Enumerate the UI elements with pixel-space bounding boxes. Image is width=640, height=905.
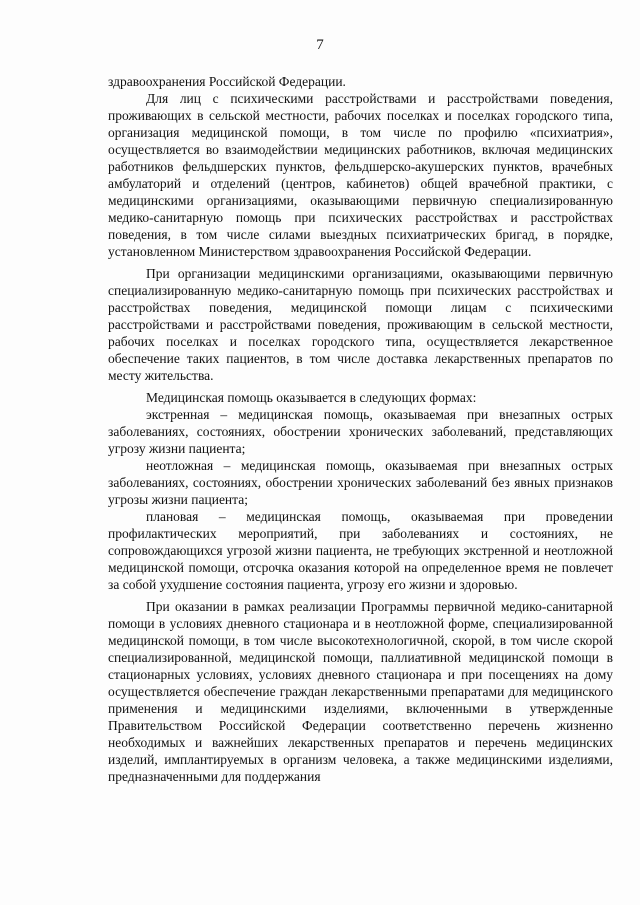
paragraph-8: При оказании в рамках реализации Программы первичной медико-санитарной помощи в условиях дневного стационара и в неотложной форме, специализированной медицинской помощи, в том числе высокотехнологичной, скорой, в том числе скорой специализированной, медицинской помощи, паллиативной медицинской помощи в стационарных условиях, условиях дневного стационара и при посещениях на дому осуществляется обеспечение граждан лекарственными препаратами для медицинского применения и медицинскими изделиями, включенными в утвержденные Правительством Российской Федерации соответственно перечень жизненно необходимых и важнейших лекарственных препаратов и перечень медицинских изделий, имплантируемых в организм человека, а также медицинскими изделиями, предназначенными для поддержания: [108, 599, 613, 784]
paragraph-5: экстренная – медицинская помощь, оказываемая при внезапных острых заболеваниях, состояниях, обострении хронических заболеваний, представляющих угрозу жизни пациента;: [108, 407, 613, 456]
paragraph-3: При организации медицинскими организациями, оказывающими первичную специализированную медико-санитарную помощь при психических расстройствах и расстройствах поведения, медицинской помощи лицам с психическими расстройствами и расстройствами поведения, проживающим в сельской местности, рабочих поселках и поселках городского типа, осуществляется лекарственное обеспечение таких пациентов, в том числе доставка лекарственных препаратов по месту жительства.: [108, 266, 613, 383]
paragraph-6: неотложная – медицинская помощь, оказываемая при внезапных острых заболеваниях, состояниях, обострении хронических заболеваний без явных признаков угрозы жизни пациента;: [108, 458, 613, 507]
page-number: 7: [316, 37, 324, 53]
paragraph-1: здравоохранения Российской Федерации.: [108, 74, 346, 89]
paragraph-4: Медицинская помощь оказывается в следующих формах:: [146, 390, 477, 405]
paragraph-7: плановая – медицинская помощь, оказываемая при проведении профилактических мероприятий, при заболеваниях и состояниях, не сопровождающихся угрозой жизни пациента, не требующих экстренной и неотложной медицинской помощи, отсрочка оказания которой на определенное время не повлечет за собой ухудшение состояния пациента, угрозу его жизни и здоровью.: [108, 509, 613, 592]
document-body: [108, 73, 613, 785]
paragraph-2: Для лиц с психическими расстройствами и расстройствами поведения, проживающих в сельской местности, рабочих поселках и поселках городского типа, организация медицинской помощи, в том числе по профилю «психиатрия», осуществляется во взаимодействии медицинских работников, включая медицинских работников фельдшерских пунктов, фельдшерско-акушерских пунктов, врачебных амбулаторий и отделений (центров, кабинетов) общей врачебной практики, с медицинскими организациями, оказывающими первичную специализированную медико-санитарную помощь при психических расстройствах и расстройствах поведения, в том числе силами выездных психиатрических бригад, в порядке, установленном Министерством здравоохранения Российской Федерации.: [108, 91, 613, 259]
